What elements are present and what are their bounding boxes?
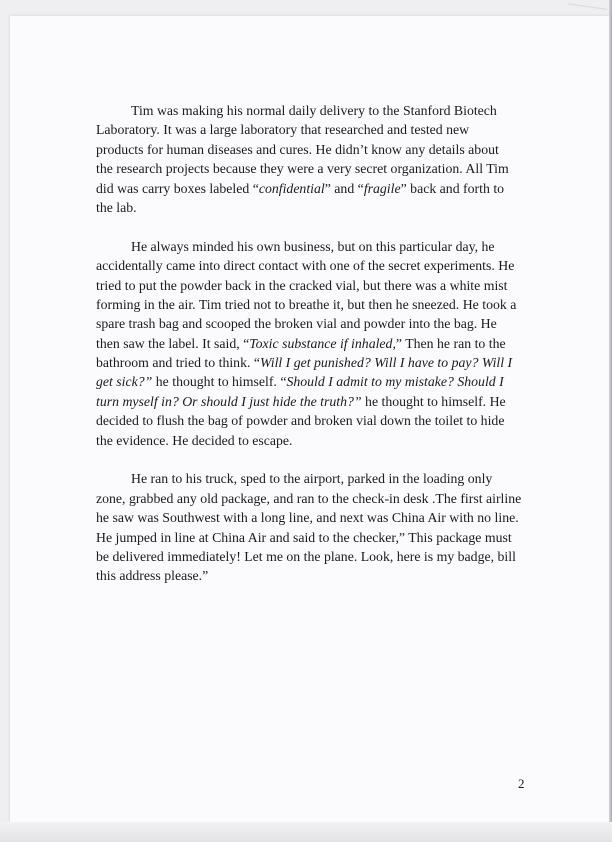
text-line: He jumped in line at China Air and said to the checker,” This package must xyxy=(96,529,512,545)
text-line: spare trash bag and scooped the broken vial and powder into the bag. He xyxy=(96,316,497,332)
text-line: bathroom and tried to think. “Will I get punished? Will I have to pay? Will I xyxy=(96,355,513,371)
italic-label-confidential: confidential xyxy=(258,180,325,196)
text-line: be delivered immediately! Let me on the plane. Look, here is my badge, bill xyxy=(96,548,516,564)
text-line: He ran to his truck, sped to the airport, parked in the loading only xyxy=(131,471,493,487)
text-line: the lab. xyxy=(96,199,137,215)
paragraph-1 xyxy=(96,101,526,217)
italic-thought: turn myself in? Or should I just hide the truth?” xyxy=(96,393,362,409)
paragraph-3 xyxy=(96,469,526,585)
italic-label-fragile: fragile xyxy=(363,180,401,196)
text-line: the evidence. He decided to escape. xyxy=(96,432,293,448)
text-line: get sick?” he thought to himself. “Should I admit to my mistake? Should I xyxy=(96,374,504,390)
text-line: the research projects because they were a very secret organization. All Tim xyxy=(96,161,509,177)
story-text xyxy=(96,101,526,605)
text-line: then saw the label. It said, “Toxic substance if inhaled,” Then he ran to the xyxy=(96,335,506,351)
page-number: 2 xyxy=(518,776,525,791)
text-line: he saw was Southwest with a long line, and next was China Air with no line. xyxy=(96,510,519,526)
paragraph-2 xyxy=(96,237,526,450)
text-line: tried to put the powder back in the cracked vial, but there was a white mist xyxy=(96,277,508,293)
text-line: Laboratory. It was a large laboratory that researched and tested new xyxy=(96,122,470,138)
text-line: products for human diseases and cures. He didn’t know any details about xyxy=(96,141,499,157)
italic-thought: Will I get punished? Will I have to pay? Will I xyxy=(260,355,513,371)
text-line: He always minded his own business, but on this particular day, he xyxy=(131,238,495,254)
scan-edge-bottom xyxy=(0,822,612,842)
text-line: this address please.” xyxy=(96,568,209,584)
text-line: did was carry boxes labeled “confidential” and “fragile” back and forth to xyxy=(96,180,505,196)
text-line: turn myself in? Or should I just hide the truth?” he thought to himself. He xyxy=(96,393,506,409)
text-line: Tim was making his normal daily delivery to the Stanford Biotech xyxy=(131,103,497,118)
italic-thought: Should I admit to my mistake? Should I xyxy=(286,374,504,390)
text-line: accidentally came into direct contact with one of the secret experiments. He xyxy=(96,258,515,274)
text-line: forming in the air. Tim tried not to breathe it, but then he sneezed. He took a xyxy=(96,296,517,312)
italic-thought: get sick?” xyxy=(96,374,153,390)
italic-label-text: Toxic substance if inhaled, xyxy=(249,335,396,351)
text-line: zone, grabbed any old package, and ran to the check-in desk .The first airline xyxy=(96,490,522,506)
text-line: decided to flush the bag of powder and broken vial down the toilet to hide xyxy=(96,413,505,429)
